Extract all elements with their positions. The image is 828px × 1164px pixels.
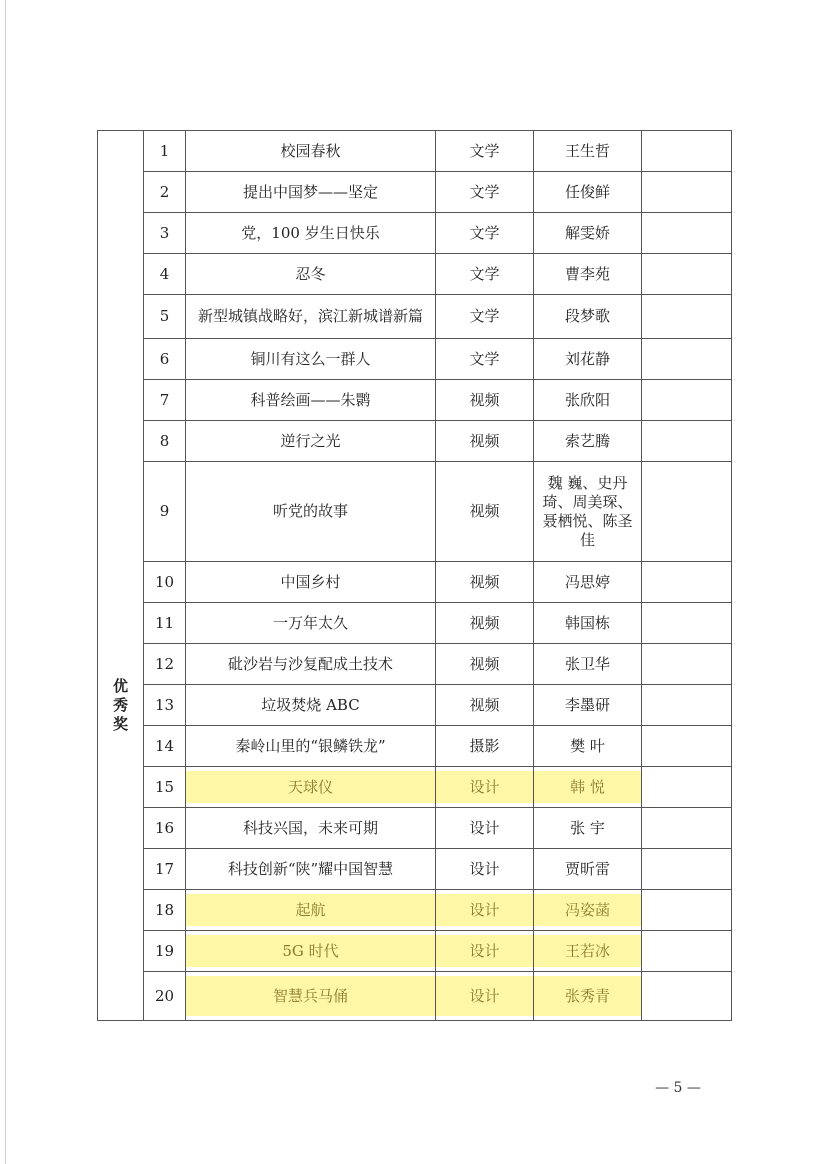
work-title: 起航 bbox=[186, 890, 436, 931]
work-type: 视频 bbox=[436, 421, 534, 462]
note-cell bbox=[642, 644, 732, 685]
row-number: 10 bbox=[144, 562, 186, 603]
table-row bbox=[98, 213, 732, 254]
note-cell bbox=[642, 295, 732, 339]
table-row bbox=[98, 767, 732, 808]
table-row bbox=[98, 808, 732, 849]
row-number: 16 bbox=[144, 808, 186, 849]
author-name: 冯思婷 bbox=[534, 562, 642, 603]
awards-table bbox=[97, 130, 732, 1021]
note-cell bbox=[642, 131, 732, 172]
row-number: 9 bbox=[144, 462, 186, 562]
note-cell bbox=[642, 462, 732, 562]
work-type: 设计 bbox=[436, 890, 534, 931]
author-name: 李墨研 bbox=[534, 685, 642, 726]
author-name: 韩 悦 bbox=[534, 767, 642, 808]
note-cell bbox=[642, 726, 732, 767]
work-type: 视频 bbox=[436, 562, 534, 603]
table-row bbox=[98, 339, 732, 380]
row-number: 8 bbox=[144, 421, 186, 462]
note-cell bbox=[642, 421, 732, 462]
work-title: 新型城镇战略好，滨江新城谱新篇 bbox=[186, 295, 436, 339]
table-row bbox=[98, 603, 732, 644]
work-title: 5G 时代 bbox=[186, 931, 436, 972]
table-row bbox=[98, 172, 732, 213]
table-row bbox=[98, 726, 732, 767]
note-cell bbox=[642, 808, 732, 849]
page-number: — 5 — bbox=[655, 1080, 701, 1096]
work-type: 摄影 bbox=[436, 726, 534, 767]
work-title: 砒沙岩与沙复配成土技术 bbox=[186, 644, 436, 685]
work-title: 智慧兵马俑 bbox=[186, 972, 436, 1021]
work-title: 垃圾焚烧 ABC bbox=[186, 685, 436, 726]
author-name: 樊 叶 bbox=[534, 726, 642, 767]
row-number: 4 bbox=[144, 254, 186, 295]
work-type: 文学 bbox=[436, 131, 534, 172]
row-number: 14 bbox=[144, 726, 186, 767]
work-type: 设计 bbox=[436, 849, 534, 890]
table-row bbox=[98, 254, 732, 295]
note-cell bbox=[642, 972, 732, 1021]
work-title: 党，100 岁生日快乐 bbox=[186, 213, 436, 254]
row-number: 6 bbox=[144, 339, 186, 380]
work-title: 秦岭山里的“银鳞铁龙” bbox=[186, 726, 436, 767]
row-number: 20 bbox=[144, 972, 186, 1021]
row-number: 13 bbox=[144, 685, 186, 726]
note-cell bbox=[642, 380, 732, 421]
page-edge-line bbox=[5, 0, 6, 1164]
work-type: 文学 bbox=[436, 295, 534, 339]
row-number: 5 bbox=[144, 295, 186, 339]
row-number: 19 bbox=[144, 931, 186, 972]
author-name: 魏 巍、史丹琦、周美琛、聂栖悦、陈圣佳 bbox=[534, 462, 642, 562]
work-title: 逆行之光 bbox=[186, 421, 436, 462]
author-name: 刘花静 bbox=[534, 339, 642, 380]
note-cell bbox=[642, 890, 732, 931]
row-number: 12 bbox=[144, 644, 186, 685]
author-name: 韩国栋 bbox=[534, 603, 642, 644]
table-row bbox=[98, 295, 732, 339]
work-title: 中国乡村 bbox=[186, 562, 436, 603]
note-cell bbox=[642, 931, 732, 972]
work-title: 天球仪 bbox=[186, 767, 436, 808]
work-type: 文学 bbox=[436, 339, 534, 380]
author-name: 曹李苑 bbox=[534, 254, 642, 295]
table-row bbox=[98, 562, 732, 603]
author-name: 解雯娇 bbox=[534, 213, 642, 254]
row-number: 1 bbox=[144, 131, 186, 172]
table-row bbox=[98, 849, 732, 890]
work-title: 校园春秋 bbox=[186, 131, 436, 172]
work-type: 设计 bbox=[436, 767, 534, 808]
table-row bbox=[98, 685, 732, 726]
work-type: 文学 bbox=[436, 172, 534, 213]
table-row bbox=[98, 644, 732, 685]
note-cell bbox=[642, 562, 732, 603]
work-type: 设计 bbox=[436, 931, 534, 972]
author-name: 王生哲 bbox=[534, 131, 642, 172]
work-type: 设计 bbox=[436, 808, 534, 849]
work-title: 听党的故事 bbox=[186, 462, 436, 562]
work-type: 视频 bbox=[436, 380, 534, 421]
note-cell bbox=[642, 172, 732, 213]
note-cell bbox=[642, 339, 732, 380]
author-name: 段梦歌 bbox=[534, 295, 642, 339]
table-row bbox=[98, 380, 732, 421]
work-type: 视频 bbox=[436, 462, 534, 562]
author-name: 索艺腾 bbox=[534, 421, 642, 462]
work-type: 设计 bbox=[436, 972, 534, 1021]
note-cell bbox=[642, 603, 732, 644]
work-title: 科技创新“陕”耀中国智慧 bbox=[186, 849, 436, 890]
row-number: 11 bbox=[144, 603, 186, 644]
row-number: 17 bbox=[144, 849, 186, 890]
author-name: 张 宇 bbox=[534, 808, 642, 849]
note-cell bbox=[642, 767, 732, 808]
work-type: 文学 bbox=[436, 213, 534, 254]
note-cell bbox=[642, 849, 732, 890]
author-name: 任俊鲜 bbox=[534, 172, 642, 213]
table-row bbox=[98, 421, 732, 462]
author-name: 冯姿菡 bbox=[534, 890, 642, 931]
author-name: 贾昕雷 bbox=[534, 849, 642, 890]
work-title: 一万年太久 bbox=[186, 603, 436, 644]
row-number: 7 bbox=[144, 380, 186, 421]
work-title: 忍冬 bbox=[186, 254, 436, 295]
table-row bbox=[98, 462, 732, 562]
table-row bbox=[98, 131, 732, 172]
row-number: 3 bbox=[144, 213, 186, 254]
table-row bbox=[98, 931, 732, 972]
author-name: 张卫华 bbox=[534, 644, 642, 685]
category-label: 优 秀 奖 bbox=[98, 131, 144, 1021]
note-cell bbox=[642, 254, 732, 295]
work-type: 视频 bbox=[436, 603, 534, 644]
author-name: 张欣阳 bbox=[534, 380, 642, 421]
table-row bbox=[98, 972, 732, 1021]
note-cell bbox=[642, 213, 732, 254]
row-number: 18 bbox=[144, 890, 186, 931]
work-type: 视频 bbox=[436, 644, 534, 685]
work-type: 文学 bbox=[436, 254, 534, 295]
table-row bbox=[98, 890, 732, 931]
work-title: 科技兴国，未来可期 bbox=[186, 808, 436, 849]
work-type: 视频 bbox=[436, 685, 534, 726]
work-title: 提出中国梦——坚定 bbox=[186, 172, 436, 213]
author-name: 张秀青 bbox=[534, 972, 642, 1021]
author-name: 王若冰 bbox=[534, 931, 642, 972]
row-number: 2 bbox=[144, 172, 186, 213]
work-title: 科普绘画——朱鹮 bbox=[186, 380, 436, 421]
row-number: 15 bbox=[144, 767, 186, 808]
note-cell bbox=[642, 685, 732, 726]
work-title: 铜川有这么一群人 bbox=[186, 339, 436, 380]
